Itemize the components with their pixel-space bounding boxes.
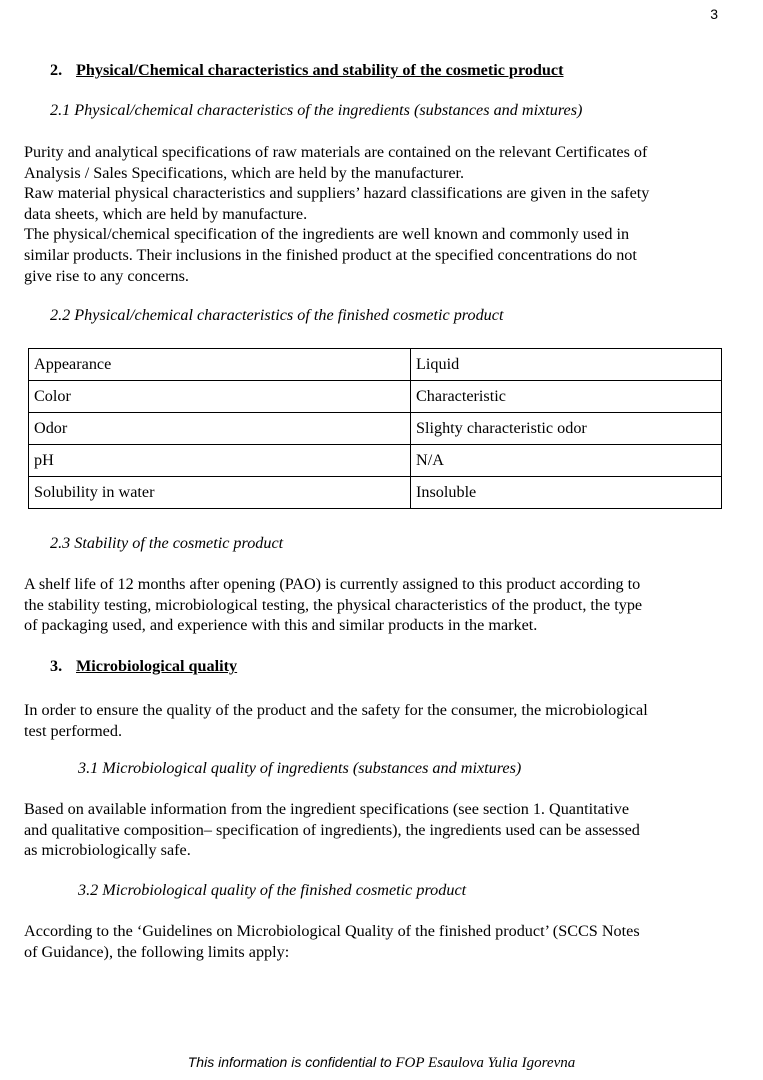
paragraph-line: of packaging used, and experience with this and similar products in the market. [24,616,538,635]
table-cell-value: Slighty characteristic odor [411,413,722,445]
section-2-3-title: 2.3 Stability of the cosmetic product [50,534,284,552]
table-cell-property: Odor [29,413,411,445]
paragraph-line: test performed. [24,721,122,740]
section-3-2-title: 3.2 Microbiological quality of the finished cosmetic product [78,881,467,899]
section-2-1-title: 2.1 Physical/chemical characteristics of the ingredients (substances and mixtures) [50,101,583,119]
footer-owner: FOP Esaulova Yulia Igorevna [395,1055,576,1071]
section-2-number: 2. [50,61,63,79]
section-3-2-paragraph [24,921,724,962]
paragraph-line: the stability testing, microbiological testing, the physical characteristics of the product, the type [24,595,643,614]
footer-lead: This information is confidential to [187,1054,392,1070]
section-2-2-title: 2.2 Physical/chemical characteristics of the finished cosmetic product [50,306,504,324]
section-3-1-paragraph [24,799,724,861]
paragraph-line: Purity and analytical specifications of raw materials are contained on the relevant Certificates of [24,143,648,161]
page-number: 3 [710,6,718,22]
characteristics-table [28,348,722,509]
table-cell-value: Liquid [411,349,722,381]
table-cell-property: Solubility in water [29,477,411,509]
section-3-number: 3. [50,657,63,675]
paragraph-line: give rise to any concerns. [24,266,189,285]
paragraph-line: Based on available information from the ingredient specifications (see section 1. Quantitative [24,800,630,818]
table-row [29,349,722,381]
section-3-title: Microbiological quality [76,657,238,675]
paragraph-line: Raw material physical characteristics and suppliers’ hazard classifications are given in the safety [24,184,650,203]
table-cell-value: N/A [411,445,722,477]
table-row [29,413,722,445]
table-row [29,477,722,509]
paragraph-line: of Guidance), the following limits apply: [24,942,290,961]
section-2-heading [50,60,750,81]
section-3-heading [50,656,750,677]
table-cell-property: Color [29,381,411,413]
paragraph-line: A shelf life of 12 months after opening (PAO) is currently assigned to this product according to [24,575,641,593]
paragraph-line: and qualitative composition– specification of ingredients), the ingredients used can be assessed [24,820,640,839]
table-cell-value: Characteristic [411,381,722,413]
table-cell-property: Appearance [29,349,411,381]
table-cell-property: pH [29,445,411,477]
paragraph-line: similar products. Their inclusions in the finished product at the specified concentrations do not [24,245,637,264]
paragraph-line: The physical/chemical specification of the ingredients are well known and commonly used in [24,225,630,244]
paragraph-line: data sheets, which are held by manufacture. [24,204,308,223]
table-row [29,381,722,413]
section-2-title: Physical/Chemical characteristics and stability of the cosmetic product [76,61,564,79]
paragraph-line: According to the ‘Guidelines on Microbiological Quality of the finished product’ (SCCS Notes [24,922,640,940]
section-2-3-paragraph [24,574,724,636]
paragraph-line: Analysis / Sales Specifications, which are held by the manufacturer. [24,163,465,182]
confidentiality-footer [0,1054,763,1072]
table-cell-value: Insoluble [411,477,722,509]
section-3-paragraph [24,700,724,741]
paragraph-line: as microbiologically safe. [24,841,191,860]
table-row [29,445,722,477]
paragraph-line: In order to ensure the quality of the product and the safety for the consumer, the microbiological [24,701,648,719]
section-3-1-title: 3.1 Microbiological quality of ingredients (substances and mixtures) [78,759,522,777]
section-2-1-paragraph [24,142,724,286]
